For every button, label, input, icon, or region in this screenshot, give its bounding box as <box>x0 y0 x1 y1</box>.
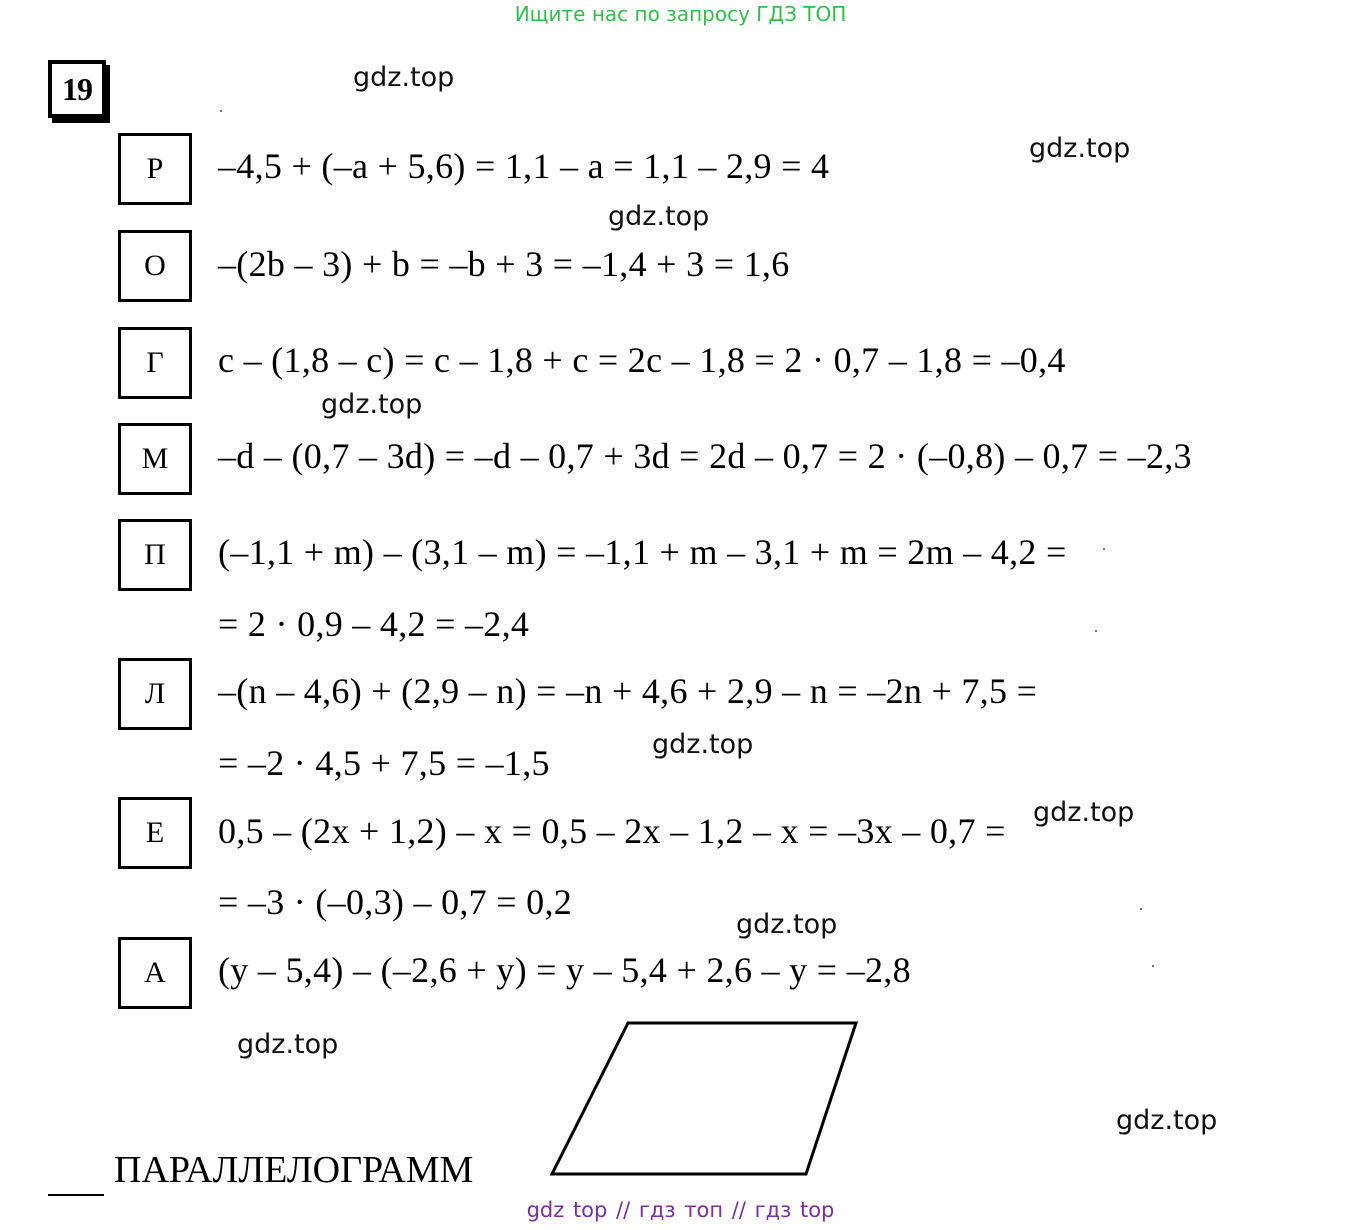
equation-line: –(n – 4,6) + (2,9 – n) = –n + 4,6 + 2,9 – n = –2n + 7,5 = <box>218 671 1038 711</box>
equation-line: = –3 · (–0,3) – 0,7 = 0,2 <box>218 882 573 922</box>
letter-box: М <box>118 423 192 495</box>
watermark: gdz.top <box>321 389 423 420</box>
watermark: gdz.top <box>736 909 838 940</box>
letter-box: Г <box>118 327 192 399</box>
equation-line: = –2 · 4,5 + 7,5 = –1,5 <box>218 743 550 783</box>
parallelogram-figure <box>540 1012 870 1184</box>
margin-line <box>48 1194 104 1196</box>
letter-box: Е <box>118 797 192 869</box>
equation-line: = 2 · 0,9 – 4,2 = –2,4 <box>218 604 530 644</box>
letter-box: А <box>118 937 192 1009</box>
watermark: gdz.top <box>608 201 710 232</box>
bottom-banner: gdz top // гдз топ // гдз top <box>526 1198 835 1222</box>
letter-box: П <box>118 519 192 591</box>
scan-speck <box>1140 908 1142 910</box>
scan-speck <box>1095 630 1097 632</box>
watermark: gdz.top <box>353 62 455 93</box>
letter-box: Р <box>118 133 192 205</box>
scan-speck <box>1152 965 1154 967</box>
equation-line: (–1,1 + m) – (3,1 – m) = –1,1 + m – 3,1 + m = 2m – 4,2 = <box>218 532 1067 572</box>
equation-line: c – (1,8 – c) = c – 1,8 + c = 2c – 1,8 = 2 · 0,7 – 1,8 = –0,4 <box>218 340 1066 380</box>
watermark: gdz.top <box>1029 133 1131 164</box>
top-banner: Ищите нас по запросу ГДЗ ТОП <box>514 2 847 26</box>
equation-line: 0,5 – (2x + 1,2) – x = 0,5 – 2x – 1,2 – x = –3x – 0,7 = <box>218 811 1006 851</box>
letter-box: О <box>118 230 192 302</box>
watermark: gdz.top <box>652 729 754 760</box>
watermark: gdz.top <box>237 1029 339 1060</box>
watermark: gdz.top <box>1116 1105 1218 1136</box>
equation-line: (y – 5,4) – (–2,6 + y) = y – 5,4 + 2,6 – y = –2,8 <box>218 950 911 990</box>
letter-box: Л <box>118 658 192 730</box>
equation-line: –d – (0,7 – 3d) = –d – 0,7 + 3d = 2d – 0,7 = 2 · (–0,8) – 0,7 = –2,3 <box>218 436 1192 476</box>
scan-speck <box>220 110 222 112</box>
scan-speck <box>1103 548 1105 550</box>
answer-word: ПАРАЛЛЕЛОГРАММ <box>114 1149 474 1191</box>
watermark: gdz.top <box>1033 797 1135 828</box>
task-number: 19 <box>48 60 106 118</box>
equation-line: –(2b – 3) + b = –b + 3 = –1,4 + 3 = 1,6 <box>218 244 790 284</box>
equation-line: –4,5 + (–a + 5,6) = 1,1 – a = 1,1 – 2,9 = 4 <box>218 146 830 186</box>
